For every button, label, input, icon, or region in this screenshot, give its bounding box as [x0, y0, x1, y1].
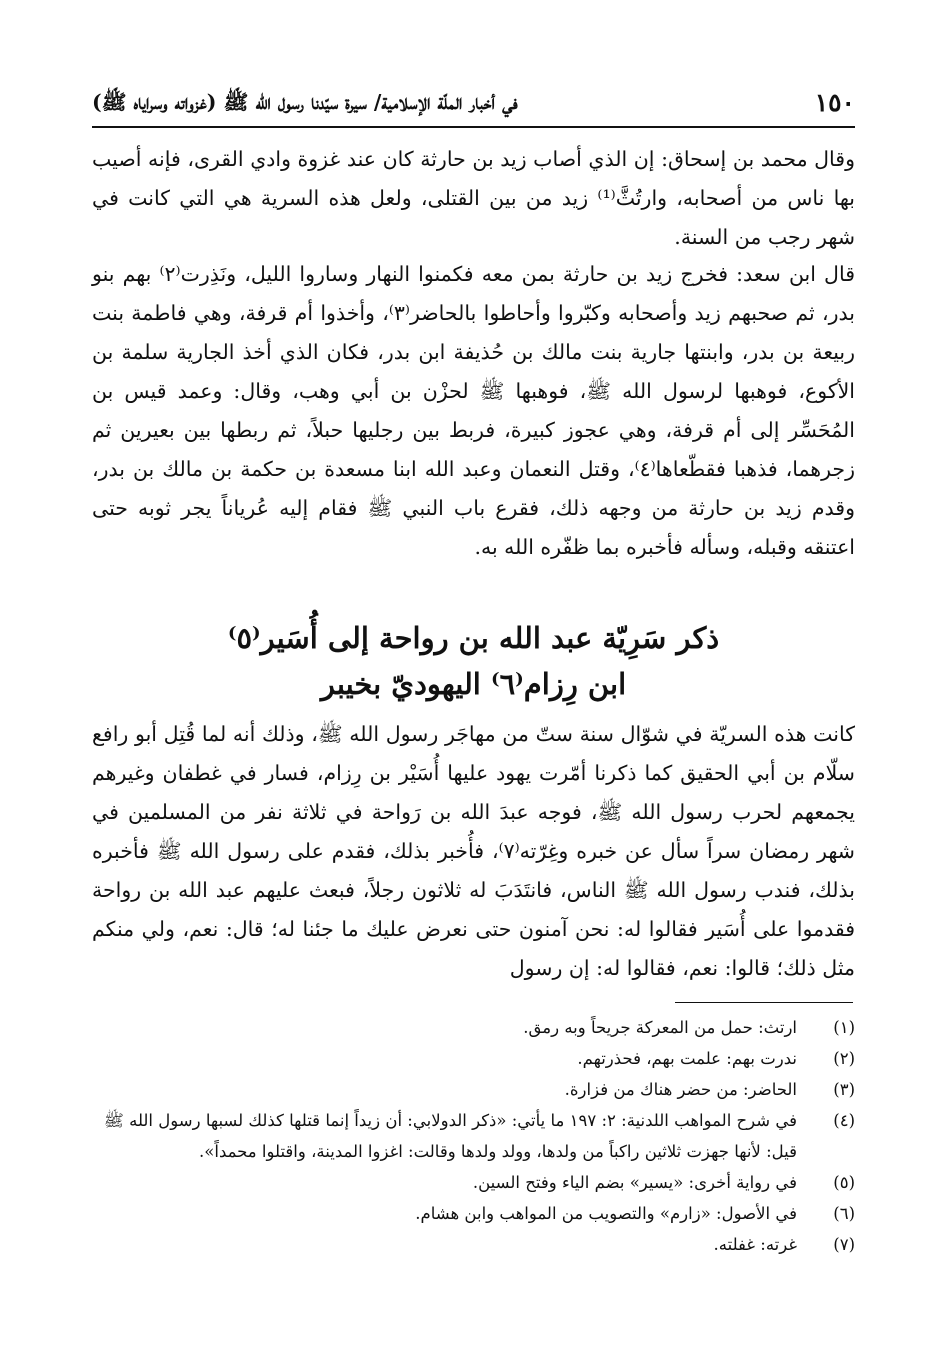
footnote-number: (٤)	[833, 1111, 855, 1130]
footnotes	[92, 1012, 855, 1260]
footnote	[92, 1012, 855, 1043]
running-title: في أخبار الملّة الإسلامية/ سيرة سيّدنا رسول الله ﷺ (غزواته وسراياه ﷺ)	[92, 90, 518, 114]
section-heading-line-1: ذكر سَرِيّة عبد الله بن رواحة إلى أُسَير⁽٥⁾	[227, 621, 720, 655]
footnote-text: في الأصول: «زارم» والتصويب من المواهب وابن هشام.	[415, 1204, 797, 1223]
footnote-number: (٥)	[833, 1173, 855, 1192]
footnote-text: غرته: غفلته.	[713, 1235, 797, 1254]
page-number: ١٥٠	[814, 88, 855, 117]
paragraph: قال ابن سعد: فخرج زيد بن حارثة بمن معه فكمنوا النهار وساروا الليل، ونَذِرت⁽٢⁾ بهم بنو بدر، ثم صحبهم زيد وأصحابه وكبّروا وأحاطوا بالحاضر⁽٣⁾، وأخذوا أم قرفة، وهي فاطمة بنت ربيعة بن بدر، وابنتها جارية بنت مالك بن حُذيفة ابن بدر، فكان الذي أخذ الجارية سلمة بن الأكوع، فوهبها لرسول الله ﷺ، فوهبها ﷺ لحزْن بن أبي وهب، وقال: وعمد قيس بن المُحَسِّر إلى أم قرفة، وهي عجوز كبيرة، فربط بين رجليها حبلاً، ثم ربطها بين بعيرين ثم زجرهما، فذهبا فقطّعاها⁽٤⁾، وقتل النعمان وعبد الله ابنا مسعدة بن حكمة بن مالك بن بدر، وقدم زيد بن حارثة من وجهه ذلك، فقرع باب النبي ﷺ فقام إليه عُرياناً يجر ثوبه حتى اعتنقه وقبله، وسأله فأخبره بما ظفّره الله به.	[92, 262, 855, 559]
footnote-text: في رواية أخرى: «يسير» بضم الياء وفتح السين.	[472, 1173, 797, 1192]
footnote-number: (٧)	[833, 1235, 855, 1254]
footnote-number: (٦)	[833, 1204, 855, 1223]
footnote-separator	[675, 1002, 853, 1003]
footnote-text: الحاضر: من حضر هناك من فزارة.	[564, 1080, 797, 1099]
section-heading-line-2: ابن رِزام⁽٦⁾ اليهوديّ بخيبر	[320, 667, 627, 701]
footnote	[92, 1105, 855, 1167]
footnote-number: (٢)	[833, 1049, 855, 1068]
footnote	[92, 1198, 855, 1229]
footnote	[92, 1229, 855, 1260]
footnote-text: ندرت بهم: علمت بهم، فحذرتهم.	[577, 1049, 797, 1068]
footnote	[92, 1074, 855, 1105]
page-header	[92, 86, 855, 128]
footnote-number: (١)	[833, 1018, 855, 1037]
footnote	[92, 1043, 855, 1074]
footnote	[92, 1167, 855, 1198]
footnote-text: ارتث: حمل من المعركة جريحاً وبه رمق.	[523, 1018, 797, 1037]
footnote-number: (٣)	[833, 1080, 855, 1099]
paragraph: كانت هذه السريّة في شوّال سنة ستّ من مهاجَر رسول الله ﷺ، وذلك أنه لما قُتِل أبو رافع سلّام بن أبي الحقيق كما ذكرنا أمّرت يهود عليها أُسَيْر بن رِزام، فسار في غطفان وغيرهم يجمعهم لحرب رسول الله ﷺ، فوجه عبدَ الله بن رَواحة في ثلاثة نفر من المسلمين في شهر رمضان سراً سأل عن خبره وغِرّته⁽٧⁾، فأُخبر بذلك، فقدم على رسول الله ﷺ فأخبره بذلك، فندب رسول الله ﷺ الناس، فانتَدَبَ له ثلاثون رجلاً، فبعث عليهم عبد الله بن رواحة فقدموا على أُسَير فقالوا له: نحن آمنون حتى نعرض عليك ما جئنا له؛ قال: نعم، ولي منكم مثل ذلك؛ قالوا: نعم، فقالوا له: إن رسول	[92, 722, 855, 980]
footnote-text: في شرح المواهب اللدنية: ٢: ١٩٧ ما يأتي: «ذكر الدولابي: أن زيداً إنما قتلها كذلك لسبها رسول الله ﷺ قيل: لأنها جهزت ثلاثين راكباً من ولدها، وولد ولدها وقالت: اغزوا المدينة، واقتلوا محمداً».	[103, 1111, 797, 1161]
paragraph: وقال محمد بن إسحاق: إن الذي أصاب زيد بن حارثة كان عند غزوة وادي القرى، فإنه أصيب بها ناس من أصحابه، وارتُثَّ⁽¹⁾ زيد من بين القتلى، ولعل هذه السرية هي التي كانت في شهر رجب من السنة.	[92, 147, 855, 249]
